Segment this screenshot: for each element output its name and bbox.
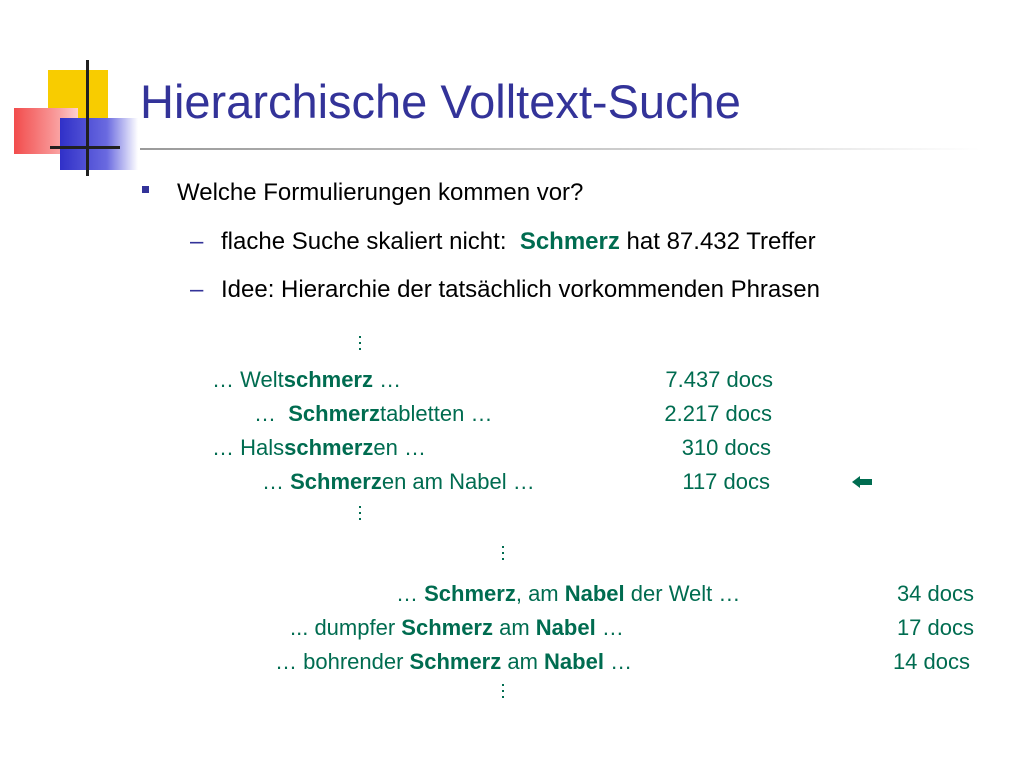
sub-bullet-1 [221,228,816,256]
phrase-text: am [501,649,545,674]
doc-count: 17 docs [896,615,974,640]
phrase-text: … [396,581,425,606]
search-term: Nabel [535,615,596,640]
vertical-ellipsis [357,336,363,354]
phrase-text: tabletten … [379,401,493,426]
phrase-text: ... dumpfer [290,615,402,640]
vertical-ellipsis [500,684,506,702]
dash-marker: – [190,228,204,255]
search-term: Schmerz [288,401,380,426]
doc-count: 14 docs [892,649,970,674]
dash-marker: – [190,276,204,303]
logo-graphic [0,0,160,180]
search-term: Schmerz [401,615,493,640]
phrase-text: … bohrender [275,649,410,674]
search-term: schmerz [283,367,373,392]
phrase-row [254,401,492,427]
phrase-text: … Welt [212,367,284,392]
title-rule [140,148,980,150]
phrase-text: der Welt … [624,581,741,606]
phrase-text: … [262,469,291,494]
sub-bullet-2: Idee: Hierarchie der tatsächlich vorkommenden Phrasen [221,276,820,303]
phrase-text: … Hals [212,435,285,460]
phrase-row [262,469,535,495]
phrase-text: en … [373,435,426,460]
doc-count: 117 docs [682,469,770,494]
phrase-row [290,615,624,641]
sub-bullet-1-pre: flache Suche skaliert nicht: [221,228,507,255]
phrase-text: … [373,367,402,392]
doc-count: 7.437 docs [665,367,773,392]
arrow-left-icon [852,476,874,488]
bullet-text: Welche Formulierungen kommen vor? [177,179,584,206]
search-term: Schmerz [409,649,502,674]
phrase-row [212,367,401,393]
search-term: Schmerz [290,469,382,494]
search-term: Nabel [544,649,604,674]
doc-count: 2.217 docs [664,401,772,426]
phrase-text: am [493,615,536,640]
phrase-text: … [595,615,624,640]
phrase-text: … [603,649,633,674]
vertical-ellipsis [357,506,363,524]
search-term: schmerz [284,435,374,460]
bullet-marker [142,186,149,193]
phrase-text: en am Nabel … [381,469,535,494]
phrase-text: … [254,401,289,426]
vertical-ellipsis [500,546,506,564]
sub-bullet-1-term: Schmerz [519,228,620,255]
sub-bullet-1-post: hat 87.432 Treffer [626,228,816,255]
phrase-text: , am [515,581,565,606]
doc-count: 34 docs [896,581,974,606]
search-term: Schmerz [424,581,516,606]
phrase-row [275,649,632,675]
search-term: Nabel [564,581,625,606]
doc-count: 310 docs [681,435,771,460]
slide-title: Hierarchische Volltext-Suche [140,75,741,128]
phrase-row [396,581,740,607]
phrase-row [212,435,426,461]
